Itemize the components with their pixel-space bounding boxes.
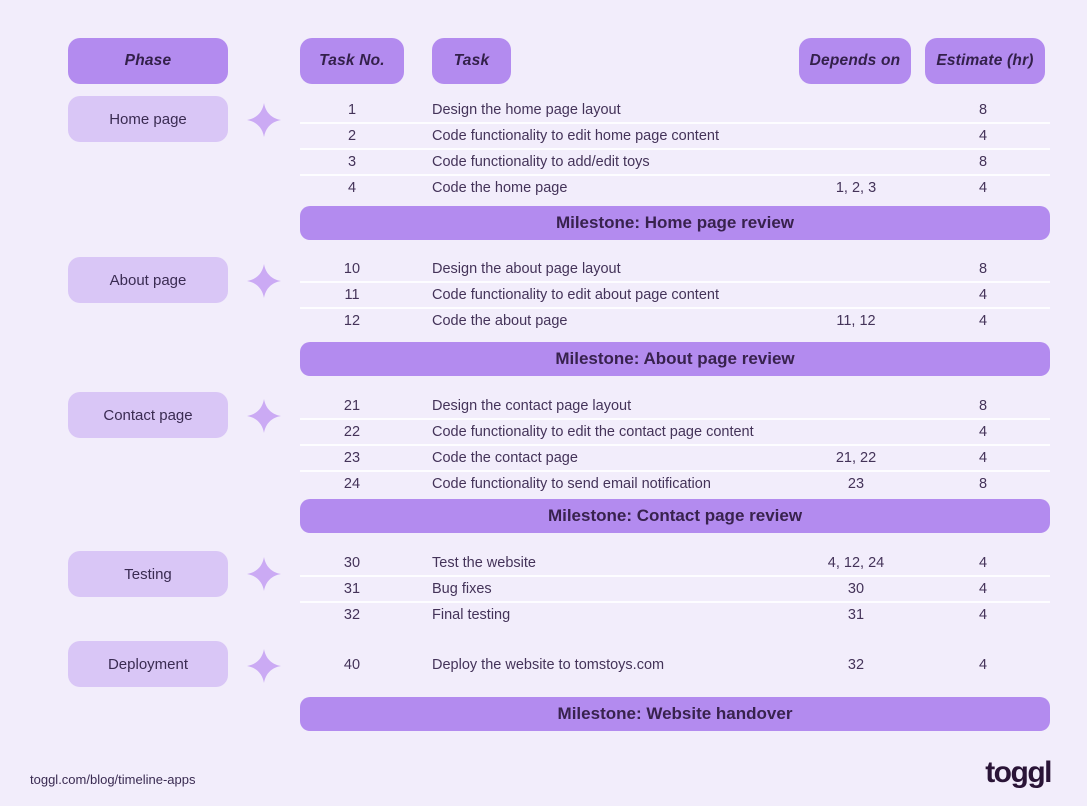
table-row [300,257,1050,283]
task-cell: Code functionality to send email notification [432,476,711,492]
estimate-cell: 4 [978,555,988,571]
header-estimate-label: Estimate (hr) [936,52,1034,69]
phase-pill-deployment [68,641,228,687]
task-cell: Code functionality to edit about page content [432,287,719,303]
table-row [300,309,1050,333]
task-group-deployment [300,653,1050,677]
estimate-cell: 4 [978,313,988,329]
table-row [300,472,1050,496]
table-row [300,551,1050,577]
table-row [300,176,1050,200]
sparkle-icon [247,103,281,137]
task-no-cell: 32 [343,607,361,623]
header-phase-label: Phase [124,52,172,69]
estimate-cell: 4 [978,657,988,673]
sparkle-icon [247,264,281,298]
task-cell: Design the home page layout [432,102,621,118]
toggl-logo: toggl [985,756,1051,789]
header-depends-on-label: Depends on [809,52,901,69]
header-task-label: Task [453,52,490,69]
phase-label: About page [109,271,187,289]
depends-cell: 30 [847,581,865,597]
estimate-cell: 4 [978,424,988,440]
task-no-cell: 23 [343,450,361,466]
depends-cell: 32 [847,657,865,673]
task-cell: Code functionality to edit home page content [432,128,719,144]
milestone-banner-about-page: Milestone: About page review [300,342,1050,376]
task-cell: Final testing [432,607,511,623]
estimate-cell: 4 [978,128,988,144]
phase-label: Deployment [107,655,189,673]
header-task-no-label: Task No. [319,52,385,69]
table-row [300,603,1050,627]
phase-pill-about-page [68,257,228,303]
estimate-cell: 8 [978,102,988,118]
task-group-testing [300,551,1050,627]
task-no-cell: 24 [343,476,361,492]
task-group-about-page [300,257,1050,333]
estimate-cell: 8 [978,154,988,170]
task-cell: Bug fixes [432,581,492,597]
task-no-cell: 22 [343,424,361,440]
footer-url: toggl.com/blog/timeline-apps [30,772,196,787]
task-no-cell: 21 [343,398,361,414]
table-row [300,98,1050,124]
milestone-banner-website-handover: Milestone: Website handover [300,697,1050,731]
estimate-cell: 8 [978,398,988,414]
task-cell: Code the about page [432,313,568,329]
estimate-cell: 4 [978,581,988,597]
estimate-cell: 4 [978,607,988,623]
phase-label: Testing [124,565,172,583]
task-cell: Deploy the website to tomstoys.com [432,657,665,673]
table-row [300,124,1050,150]
sparkle-icon [247,399,281,433]
task-cell: Test the website [432,555,536,571]
task-cell: Code functionality to add/edit toys [432,154,650,170]
task-cell: Code the contact page [432,450,578,466]
phase-label: Contact page [103,406,193,424]
depends-cell: 4, 12, 24 [827,555,885,571]
depends-cell: 31 [847,607,865,623]
depends-cell: 23 [847,476,865,492]
milestone-banner-home-page: Milestone: Home page review [300,206,1050,240]
task-no-cell: 1 [347,102,357,118]
table-row [300,150,1050,176]
phase-label: Home page [109,110,187,128]
header-pill-phase [68,38,228,84]
task-cell: Design the about page layout [432,261,621,277]
table-row [300,653,1050,677]
estimate-cell: 4 [978,287,988,303]
table-row [300,394,1050,420]
table-row [300,420,1050,446]
task-no-cell: 2 [347,128,357,144]
task-group-home-page [300,98,1050,200]
task-cell: Design the contact page layout [432,398,632,414]
task-no-cell: 30 [343,555,361,571]
task-no-cell: 10 [343,261,361,277]
table-row [300,446,1050,472]
task-no-cell: 11 [344,287,360,303]
table-row [300,577,1050,603]
task-no-cell: 3 [347,154,357,170]
task-table [300,0,1050,806]
estimate-cell: 4 [978,180,988,196]
task-no-cell: 40 [343,657,361,673]
estimate-cell: 8 [978,261,988,277]
depends-cell: 11, 12 [836,313,876,329]
milestone-banner-contact-page: Milestone: Contact page review [300,499,1050,533]
task-cell: Code the home page [432,180,568,196]
phase-pill-home-page [68,96,228,142]
task-no-cell: 12 [343,313,361,329]
task-cell: Code functionality to edit the contact page content [432,424,754,440]
sparkle-icon [247,557,281,591]
task-no-cell: 4 [347,180,357,196]
task-group-contact-page [300,394,1050,496]
phase-pill-contact-page [68,392,228,438]
depends-cell: 1, 2, 3 [835,180,877,196]
depends-cell: 21, 22 [835,450,877,466]
table-row [300,283,1050,309]
estimate-cell: 4 [978,450,988,466]
sparkle-icon [247,649,281,683]
task-no-cell: 31 [343,581,361,597]
phase-pill-testing [68,551,228,597]
estimate-cell: 8 [978,476,988,492]
